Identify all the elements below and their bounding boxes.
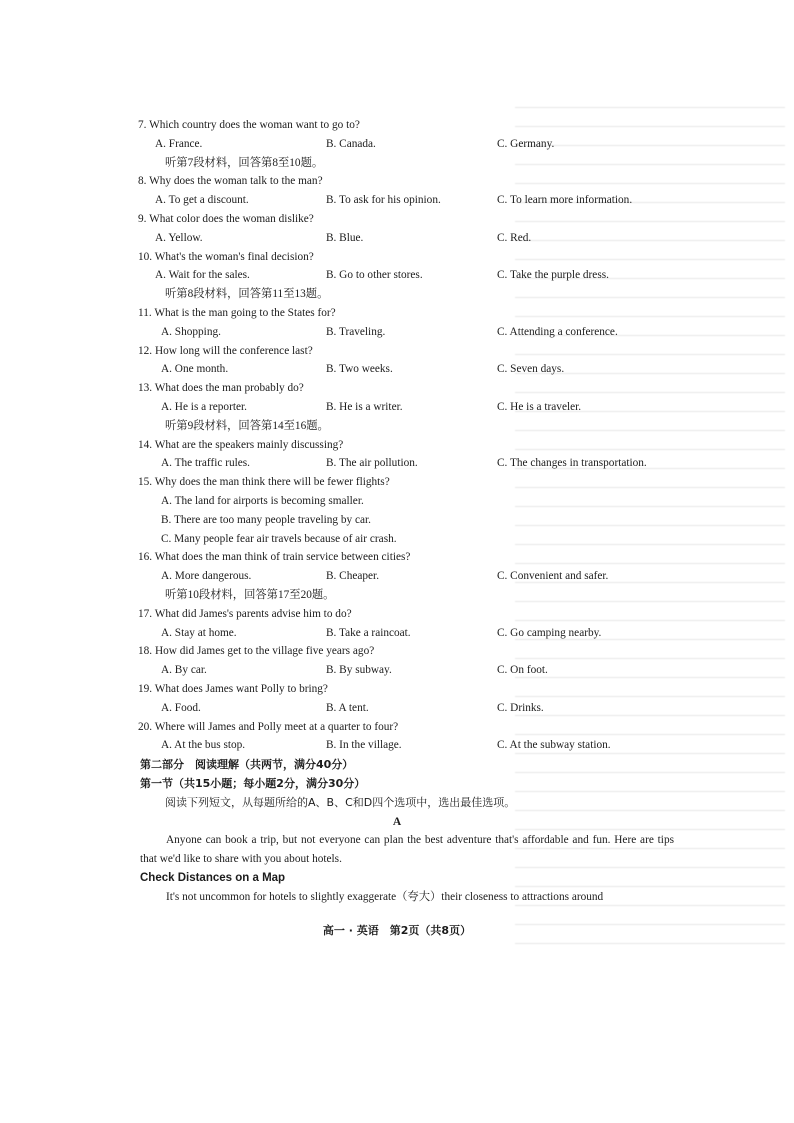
question-text: 9. What color does the woman dislike? <box>138 213 314 225</box>
option-c: C. Drinks. <box>497 701 544 714</box>
option-b: B. Canada. <box>326 137 376 150</box>
question-text: 10. What's the woman's final decision? <box>138 250 314 263</box>
paragraph-2-line <box>0 888 794 906</box>
options-line <box>0 191 794 209</box>
section-note: 听第9段材料，回答第14至16题。 <box>165 419 329 432</box>
option-b: B. The air pollution. <box>326 457 418 470</box>
option-a: A. To get a discount. <box>155 194 249 207</box>
option: C. Many people fear air travels because of air crash. <box>161 532 397 545</box>
option-b: B. To ask for his opinion. <box>326 194 441 207</box>
section2-subtitle: 第一节（共15小题；每小题2分，满分30分） <box>140 777 366 790</box>
option-a: A. By car. <box>161 664 207 677</box>
option-line <box>0 530 794 548</box>
options-line <box>0 736 794 754</box>
section2-title: 第二部分 阅读理解（共两节，满分40分） <box>140 758 354 771</box>
question-line <box>0 605 794 623</box>
question-line <box>0 116 794 134</box>
option-c: C. The changes in transportation. <box>497 457 647 470</box>
option-a: A. Yellow. <box>155 231 203 244</box>
question-text: 12. How long will the conference last? <box>138 344 313 357</box>
option-c: C. Take the purple dress. <box>497 269 609 282</box>
options-line <box>0 624 794 642</box>
option-b: B. Blue. <box>326 231 364 244</box>
section-note-line <box>0 154 794 172</box>
page-footer: 高一 · 英语 第2页（共8页） <box>322 924 472 937</box>
question-line <box>0 172 794 190</box>
passage-title: A <box>392 816 402 828</box>
question-line <box>0 718 794 736</box>
section2-sub-line <box>0 775 794 793</box>
option-c: C. At the subway station. <box>497 739 611 752</box>
options-line <box>0 699 794 717</box>
option-a: A. France. <box>155 137 203 150</box>
paragraph-1: Anyone can book a trip, but not everyone can plan the best adventure that's affordable and fun. Here are tips that we'd like to share with you about hotels. <box>140 834 674 865</box>
options-line <box>0 567 794 585</box>
options-line <box>0 398 794 416</box>
section2-title-line <box>0 756 794 774</box>
paragraph-2: It's not uncommon for hotels to slightly exaggerate（夸大）their closeness to attractions around <box>166 891 604 903</box>
question-line <box>0 680 794 698</box>
heading-line <box>0 869 794 887</box>
option-c: C. Red. <box>497 231 532 244</box>
options-line <box>0 266 794 284</box>
option-b: B. Take a raincoat. <box>326 626 411 639</box>
option-a: A. Wait for the sales. <box>155 269 250 282</box>
question-text: 7. Which country does the woman want to go to? <box>138 119 360 131</box>
option-a: A. He is a reporter. <box>161 401 247 413</box>
question-line <box>0 436 794 454</box>
option-c: C. Attending a conference. <box>497 325 618 338</box>
option-c: C. To learn more information. <box>497 194 633 207</box>
option-c: C. Convenient and safer. <box>497 570 609 583</box>
question-text: 14. What are the speakers mainly discussing? <box>138 438 344 451</box>
option-a: A. The traffic rules. <box>161 457 250 470</box>
instruction: 阅读下列短文，从每题所给的A、B、C和D四个选项中，选出最佳选项。 <box>165 796 516 809</box>
option-a: A. One month. <box>161 363 229 376</box>
option: A. The land for airports is becoming smaller. <box>161 495 364 507</box>
option-c: C. Germany. <box>497 137 555 150</box>
question-text: 20. Where will James and Polly meet at a quarter to four? <box>138 720 399 733</box>
option-a: A. Stay at home. <box>161 626 237 639</box>
question-line <box>0 379 794 397</box>
question-text: 17. What did James's parents advise him to do? <box>138 607 352 620</box>
question-line <box>0 473 794 491</box>
section-note: 听第8段材料，回答第11至13题。 <box>165 288 329 301</box>
option-b: B. Cheaper. <box>326 570 380 583</box>
question-text: 15. Why does the man think there will be fewer flights? <box>138 476 390 489</box>
option-a: A. Shopping. <box>161 325 221 338</box>
section-note: 听第10段材料，回答第17至20题。 <box>165 589 335 601</box>
option-b: B. Traveling. <box>326 325 386 338</box>
question-line <box>0 342 794 360</box>
options-line <box>0 661 794 679</box>
option: B. There are too many people traveling by car. <box>161 513 371 526</box>
options-line <box>0 454 794 472</box>
option-b: B. A tent. <box>326 701 369 714</box>
option-c: C. He is a traveler. <box>497 401 582 413</box>
question-text: 18. How did James get to the village five years ago? <box>138 645 375 658</box>
option-b: B. He is a writer. <box>326 401 403 413</box>
option-a: A. At the bus stop. <box>161 739 246 752</box>
options-line <box>0 323 794 341</box>
question-line <box>0 548 794 566</box>
instruction-line <box>0 794 794 812</box>
question-text: 11. What is the man going to the States for? <box>138 307 336 319</box>
option-b: B. Go to other stores. <box>326 269 423 282</box>
option-line <box>0 492 794 510</box>
options-line <box>0 135 794 153</box>
option-b: B. In the village. <box>326 739 402 752</box>
options-line <box>0 229 794 247</box>
section-note-line <box>0 285 794 303</box>
option-c: C. Seven days. <box>497 363 565 376</box>
question-text: 16. What does the man think of train service between cities? <box>138 551 411 564</box>
option-a: A. Food. <box>161 701 201 714</box>
section-note-line <box>0 417 794 435</box>
section-note: 听第7段材料，回答第8至10题。 <box>165 156 324 169</box>
option-b: B. By subway. <box>326 664 392 677</box>
question-line <box>0 304 794 322</box>
option-c: C. Go camping nearby. <box>497 626 602 639</box>
question-text: 8. Why does the woman talk to the man? <box>138 175 323 188</box>
options-line <box>0 360 794 378</box>
option-b: B. Two weeks. <box>326 363 393 376</box>
passage-title-line <box>0 813 794 831</box>
question-line <box>0 210 794 228</box>
question-text: 13. What does the man probably do? <box>138 382 304 395</box>
section-note-line <box>0 586 794 604</box>
question-line <box>0 642 794 660</box>
question-text: 19. What does James want Polly to bring? <box>138 683 328 695</box>
section-heading: Check Distances on a Map <box>140 872 286 884</box>
question-line <box>0 248 794 266</box>
option-a: A. More dangerous. <box>161 570 252 583</box>
option-line <box>0 511 794 529</box>
option-c: C. On foot. <box>497 664 548 677</box>
